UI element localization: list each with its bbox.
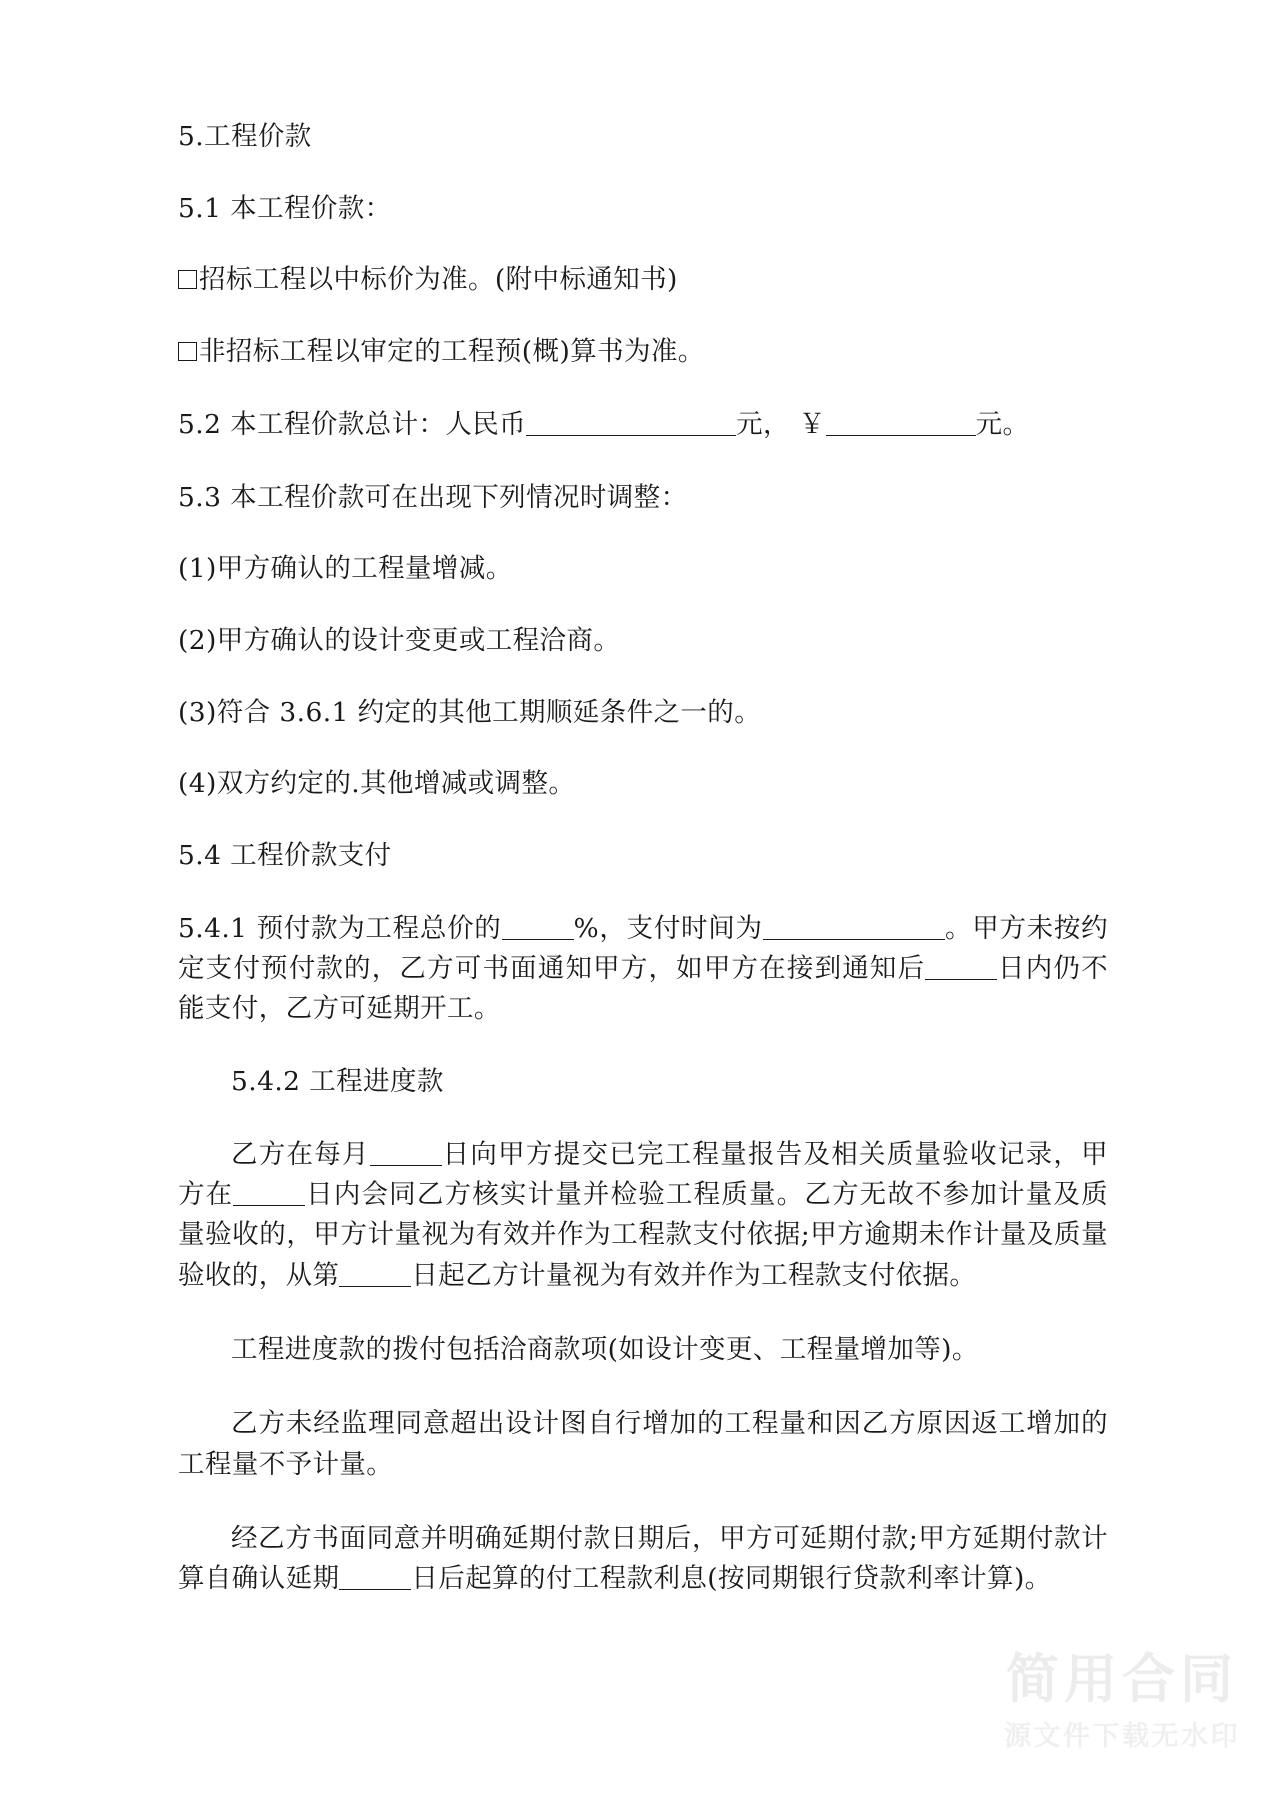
clause-5-1-option-b-label: 非招标工程以审定的工程预(概)算书为准。	[199, 335, 705, 367]
clause-5-4-2-paragraph-4	[178, 1519, 1108, 1600]
clause-5-4-2-paragraph-3: 乙方未经监理同意超出设计图自行增加的工程量和因乙方原因返工增加的工程量不予计量。	[178, 1408, 1108, 1480]
amount-in-figures-blank[interactable]	[826, 409, 976, 435]
clause-5-4-2-p1-part-4: 日起乙方计量视为有效并作为工程款支付依据。	[411, 1259, 977, 1291]
clause-5-2	[178, 405, 1108, 445]
checkbox-icon-option-a[interactable]	[178, 270, 197, 289]
clause-5-4-2-paragraph-1	[178, 1135, 1108, 1296]
clause-5-4-1	[178, 909, 1108, 1030]
clause-5-3-heading: 5.3 本工程价款可在出现下列情况时调整：	[178, 481, 688, 513]
clause-5-4-1-part-3: 。甲方未按约定支付预付款的，乙方可书面通知甲方，如甲方在接到通知后	[178, 912, 1108, 984]
clause-5-4-heading: 5.4 工程价款支付	[178, 839, 392, 871]
overdue-days-blank[interactable]	[339, 1261, 411, 1287]
checkbox-icon-option-b[interactable]	[178, 342, 197, 361]
deferred-payment-days-blank[interactable]	[339, 1564, 411, 1590]
amount-in-words-blank[interactable]	[526, 409, 736, 435]
watermark-tagline: 源文件下载无水印	[1004, 1720, 1240, 1752]
verification-days-blank[interactable]	[233, 1180, 305, 1206]
clause-5-4-1-part-2: %，支付时间为	[573, 912, 763, 944]
clause-5-1-heading: 5.1 本工程价款：	[178, 192, 392, 224]
clause-5-1-option-a	[178, 261, 1108, 299]
clause-5-4-2-heading: 5.4.2 工程进度款	[231, 1066, 444, 1098]
document-body	[178, 118, 1108, 1599]
section-heading: 5.工程价款	[178, 121, 312, 152]
clause-5-4-2-p1-part-1: 乙方在每月	[231, 1138, 370, 1170]
clause-5-3-item-2: (2)甲方确认的设计变更或工程洽商。	[178, 625, 621, 657]
clause-5-4-2-p4-part-2: 日后起算的付工程款利息(按同期银行贷款利率计算)。	[411, 1563, 1052, 1595]
notice-days-blank[interactable]	[925, 954, 997, 980]
advance-payment-percent-blank[interactable]	[502, 913, 574, 939]
watermark	[1004, 1650, 1240, 1754]
clause-5-3-item-4: (4)双方约定的.其他增减或调整。	[178, 768, 576, 800]
clause-5-4-2-p1-part-3: 日内会同乙方核实计量并检验工程质量。乙方无故不参加计量及质量验收的，甲方计量视为有效并作为工程款支付依据;甲方逾期未作计量及质量验收的，从第	[178, 1179, 1108, 1291]
payment-time-blank[interactable]	[763, 913, 945, 939]
clause-5-4-1-part-1: 5.4.1 预付款为工程总价的	[178, 912, 502, 944]
clause-5-2-unit-1: 元，	[736, 408, 790, 440]
clause-5-4-1-part-4: 日内仍不能支付，乙方可延期开工。	[178, 952, 1108, 1025]
clause-5-4-2-p4-part-1: 经乙方书面同意并明确延期付款日期后，甲方可延期付款;甲方延期付款计算自确认延期	[178, 1522, 1108, 1595]
clause-5-2-unit-2: 元。	[975, 408, 1030, 440]
clause-5-3-item-1: (1)甲方确认的工程量增减。	[178, 553, 513, 585]
monthly-report-day-blank[interactable]	[370, 1140, 442, 1166]
clause-5-2-lead: 5.2 本工程价款总计：人民币	[178, 408, 527, 440]
clause-5-4-2-p1-part-2: 日向甲方提交已完工程量报告及相关质量验收记录，甲方在	[178, 1138, 1108, 1211]
watermark-brand: 简用合同	[1006, 1648, 1238, 1710]
clause-5-1-option-a-label: 招标工程以中标价为准。(附中标通知书)	[199, 264, 678, 296]
currency-symbol: ￥	[798, 408, 826, 440]
clause-5-4-2-paragraph-2: 工程进度款的拨付包括洽商款项(如设计变更、工程量增加等)。	[231, 1334, 979, 1365]
clause-5-1-option-b	[178, 333, 1108, 371]
clause-5-3-item-3: (3)符合 3.6.1 约定的其他工期顺延条件之一的。	[178, 696, 762, 728]
